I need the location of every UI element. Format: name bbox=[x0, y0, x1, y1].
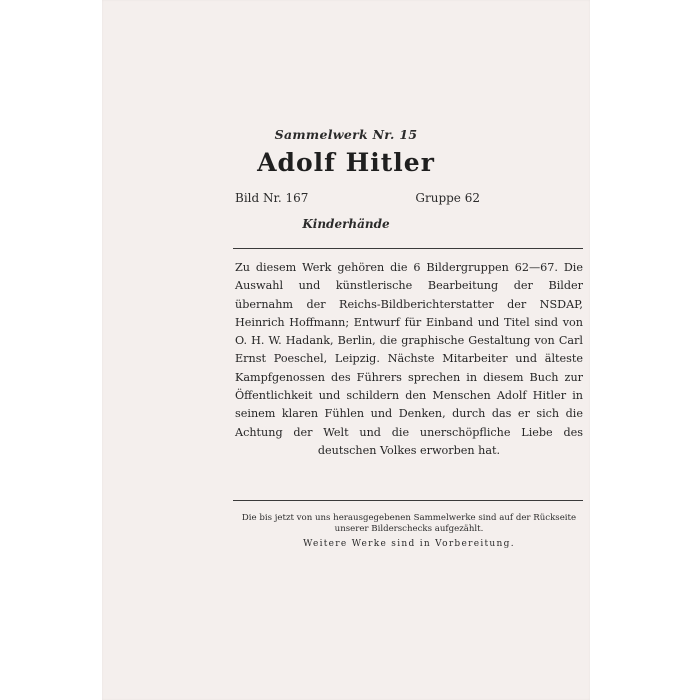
footer-announcement: Weitere Werke sind in Vorbereitung. bbox=[303, 539, 515, 549]
picture-number: Bild Nr. 167 bbox=[235, 191, 309, 205]
collector-card-back bbox=[102, 0, 590, 700]
collection-number: Sammelwerk Nr. 15 bbox=[274, 127, 418, 142]
picture-subtitle: Kinderhände bbox=[302, 217, 390, 231]
card-title: Adolf Hitler bbox=[257, 148, 435, 177]
bottom-divider bbox=[233, 500, 583, 501]
footer-note: Die bis jetzt von uns herausgegebenen Sammelwerke sind auf der Rückseite unserer Bilderschecks aufgezählt. bbox=[241, 513, 577, 534]
top-divider bbox=[233, 248, 583, 249]
description-text: Zu diesem Werk gehören die 6 Bildergruppen 62—67. Die Auswahl und künstlerische Bearbeitung der Bilder übernahm der Reichs-Bildberichterstatter der NSDAP, Heinrich Hoffmann; Entwurf für Einband und Titel sind von O. H. W. Hadank, Berlin, die graphische Gestaltung von Carl Ernst Poeschel, Leipzig. Nächste Mitarbeiter und älteste Kampfgenossen des Führers sprechen in diesem Buch zur Öffentlichkeit und schildern den Menschen Adolf Hitler in seinem klaren Fühlen und Denken, durch das er sich die Achtung der Welt und die unerschöpfliche Liebe des deutschen Volkes erworben hat. bbox=[235, 261, 583, 457]
group-number: Gruppe 62 bbox=[415, 191, 480, 205]
